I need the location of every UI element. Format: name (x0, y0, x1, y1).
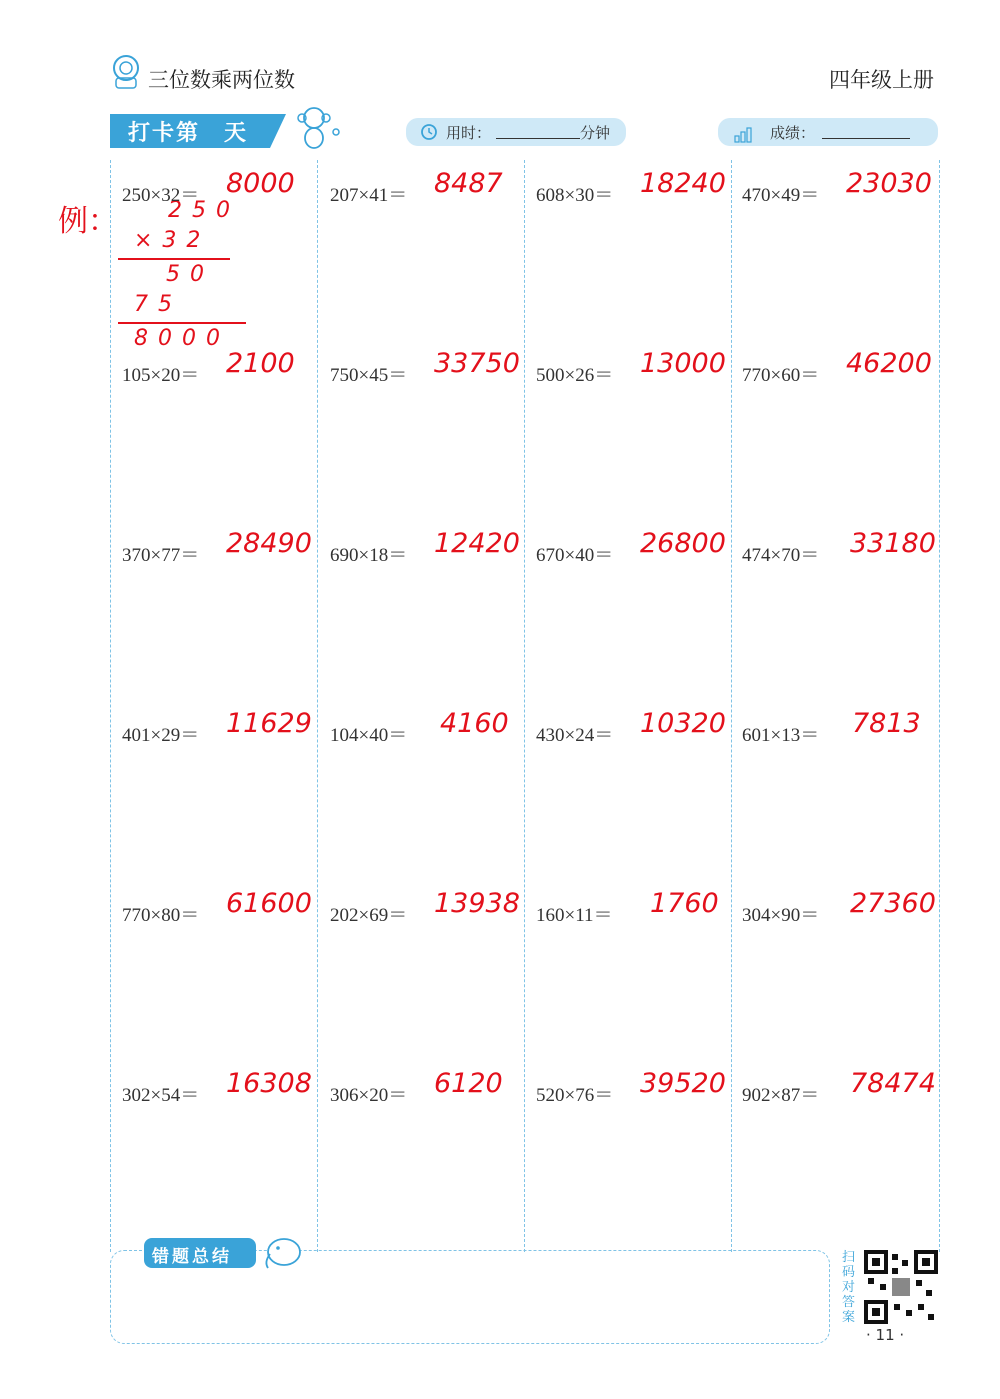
problem (536, 888, 741, 926)
problem-expression: 770×60＝ (742, 365, 820, 386)
example-work-line: 50 (166, 262, 214, 287)
bar-chart-icon (734, 123, 756, 143)
time-pill (406, 118, 626, 146)
problem (122, 708, 327, 746)
example-work-line: ×32 (134, 228, 211, 253)
problem-expression: 690×18＝ (330, 545, 408, 566)
problem-answer[interactable]: 26800 (640, 528, 726, 559)
example-label: 例： (58, 204, 118, 239)
problem-answer[interactable]: 33180 (850, 528, 936, 559)
problem-answer[interactable]: 6120 (434, 1068, 503, 1099)
qr-code-icon[interactable] (864, 1250, 938, 1324)
problem-expression: 770×80＝ (122, 905, 200, 926)
problem (536, 168, 741, 206)
problem (742, 528, 947, 566)
problem (330, 168, 535, 206)
problem-expression: 370×77＝ (122, 545, 200, 566)
problem (122, 348, 327, 386)
problem-expression: 207×41＝ (330, 185, 408, 206)
problem-expression: 306×20＝ (330, 1085, 408, 1106)
problem-answer[interactable]: 8487 (434, 168, 503, 199)
page-number: · 11 · (866, 1326, 905, 1344)
problem-answer[interactable]: 23030 (846, 168, 932, 199)
problem-answer[interactable]: 16308 (226, 1068, 312, 1099)
problem-answer[interactable]: 61600 (226, 888, 312, 919)
problem-answer[interactable]: 39520 (640, 1068, 726, 1099)
problem-answer[interactable]: 33750 (434, 348, 520, 379)
qr-caption: 扫码对答案 (842, 1250, 856, 1325)
problem (122, 168, 327, 206)
problem (330, 708, 535, 746)
time-blank[interactable] (496, 138, 580, 139)
problem-answer[interactable]: 10320 (640, 708, 726, 739)
example-work-rule (118, 258, 230, 260)
example-work-line: 8000 (134, 326, 230, 351)
problem (742, 888, 947, 926)
problem-expression: 202×69＝ (330, 905, 408, 926)
checkin-label: 打卡第 天 (128, 121, 249, 146)
problem-expression: 105×20＝ (122, 365, 200, 386)
problem-expression: 520×76＝ (536, 1085, 614, 1106)
problem (536, 528, 741, 566)
elephant-mascot-icon (260, 1232, 308, 1270)
mistake-summary-label: 错题总结 (152, 1247, 232, 1267)
problem-expression: 430×24＝ (536, 725, 614, 746)
score-pill (718, 118, 938, 146)
problem-expression: 750×45＝ (330, 365, 408, 386)
time-label: 用时： (446, 124, 492, 142)
problem (742, 1068, 947, 1106)
problem (122, 888, 327, 926)
example-work-rule (118, 322, 246, 324)
problem-expression: 104×40＝ (330, 725, 408, 746)
problem (122, 528, 327, 566)
problem (330, 528, 535, 566)
problem-answer[interactable]: 13938 (434, 888, 520, 919)
problem-expression: 250×32＝ (122, 185, 200, 206)
problem-answer[interactable]: 8000 (226, 168, 295, 199)
problem-expression: 401×29＝ (122, 725, 200, 746)
clock-icon (420, 123, 438, 141)
example-work-line: 250 (168, 198, 240, 223)
checkin-banner (110, 108, 298, 152)
problem-answer[interactable]: 11629 (226, 708, 312, 739)
problem-answer[interactable]: 78474 (850, 1068, 936, 1099)
problem-expression: 304×90＝ (742, 905, 820, 926)
problem (122, 1068, 327, 1106)
problem (742, 708, 947, 746)
problem-expression: 160×11＝ (536, 905, 613, 926)
problem-expression: 302×54＝ (122, 1085, 200, 1106)
example-work-line: 75 (134, 292, 182, 317)
lion-mascot-icon (110, 54, 142, 90)
problem-answer[interactable]: 46200 (846, 348, 932, 379)
problem-expression: 670×40＝ (536, 545, 614, 566)
problem (742, 168, 947, 206)
problem-answer[interactable]: 1760 (650, 888, 719, 919)
problem-expression: 474×70＝ (742, 545, 820, 566)
page-title: 三位数乘两位数 (148, 68, 295, 92)
problem-expression: 902×87＝ (742, 1085, 820, 1106)
score-label: 成绩： (770, 124, 816, 142)
problem-answer[interactable]: 2100 (226, 348, 295, 379)
problem (742, 348, 947, 386)
problem-answer[interactable]: 28490 (226, 528, 312, 559)
problem (330, 1068, 535, 1106)
problem-expression: 608×30＝ (536, 185, 614, 206)
time-unit: 分钟 (580, 124, 611, 142)
problem (536, 348, 741, 386)
problem-answer[interactable]: 4160 (440, 708, 509, 739)
problem-answer[interactable]: 13000 (640, 348, 726, 379)
problem (536, 708, 741, 746)
mistake-summary-tag (144, 1238, 256, 1268)
problem-expression: 470×49＝ (742, 185, 820, 206)
monkey-mascot-icon (292, 102, 342, 152)
problem (536, 1068, 741, 1106)
problem-answer[interactable]: 27360 (850, 888, 936, 919)
problem-answer[interactable]: 7813 (852, 708, 921, 739)
grade-label: 四年级上册 (829, 68, 934, 92)
problem-expression: 601×13＝ (742, 725, 820, 746)
problem (330, 348, 535, 386)
problem-expression: 500×26＝ (536, 365, 614, 386)
score-blank[interactable] (822, 138, 910, 139)
problem-answer[interactable]: 12420 (434, 528, 520, 559)
problem-answer[interactable]: 18240 (640, 168, 726, 199)
problem (330, 888, 535, 926)
